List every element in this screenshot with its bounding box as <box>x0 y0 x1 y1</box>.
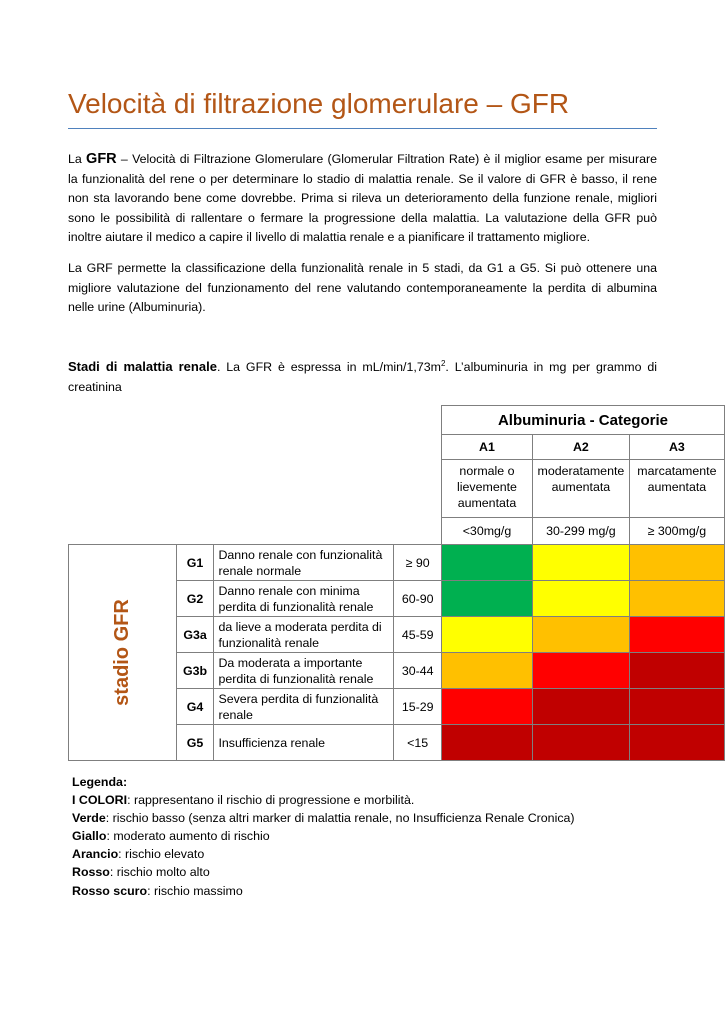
intro-prefix: La <box>68 152 87 166</box>
risk-cell <box>629 689 724 725</box>
category-range: ≥ 300mg/g <box>629 518 724 545</box>
legend-term: Giallo <box>72 829 107 844</box>
legend-item <box>72 882 575 900</box>
risk-cell <box>441 545 532 581</box>
risk-cell <box>533 545 630 581</box>
risk-cell <box>441 689 532 725</box>
stage-code: G3a <box>176 617 214 653</box>
gfr-term: GFR <box>86 151 117 167</box>
category-code: A3 <box>629 435 724 460</box>
risk-cell <box>441 581 532 617</box>
title-underline <box>68 128 657 129</box>
stages-heading-text-a: . La GFR è espressa in mL/min/1,73m <box>216 360 441 374</box>
risk-cell <box>533 617 630 653</box>
risk-cell <box>441 725 532 761</box>
category-description: marcatamente aumentata <box>629 460 724 518</box>
stage-range: 15-29 <box>394 689 441 725</box>
stage-range: 45-59 <box>394 617 441 653</box>
stage-axis-label-text: stadio GFR <box>110 599 133 706</box>
risk-cell <box>441 617 532 653</box>
stage-code: G1 <box>176 545 214 581</box>
legend-text: : rappresentano il rischio di progressione e morbilità. <box>127 793 415 808</box>
stage-range: ≥ 90 <box>394 545 441 581</box>
stage-description: da lieve a moderata perdita di funzionalità renale <box>214 617 394 653</box>
category-description: moderatamente aumentata <box>533 460 630 518</box>
intro-paragraph-2: La GRF permette la classificazione della funzionalità renale in 5 stadi, da G1 a G5. Si può ottenere una migliore valutazione del funzionamento del rene valutando contemporaneamente la perdita di albumina nelle urine (Albuminuria). <box>68 261 657 315</box>
stages-heading-title: Stadi di malattia renale <box>68 359 217 374</box>
stage-code: G2 <box>176 581 214 617</box>
stage-code: G3b <box>176 653 214 689</box>
stage-description: Danno renale con minima perdita di funzionalità renale <box>214 581 394 617</box>
risk-cell <box>533 689 630 725</box>
stage-range: 60-90 <box>394 581 441 617</box>
legend-term: Verde <box>72 811 106 826</box>
legend-text: : rischio molto alto <box>109 865 210 880</box>
risk-cell <box>629 545 724 581</box>
legend-text: : rischio elevato <box>118 847 205 862</box>
category-code: A1 <box>441 435 532 460</box>
legend-text: : rischio basso (senza altri marker di malattia renale, no Insufficienza Renale Cronica) <box>105 811 575 826</box>
intro-text: – Velocità di Filtrazione Glomerulare (Glomerular Filtration Rate) è il miglior esame per misurare la funzionalità del rene o per determinare lo stadio di malattia renale. Se il valore di GFR è basso, il rene non sta lavorando bene come dovrebbe. Prima si rileva un deterioramento della funzione renale, migliori sono le possibilità di rallentare o fermare la progressione della malattia. La valutazione della GFR può inoltre aiutare il medico a capire il livello di malattia renale e a pianificare il trattamento migliore. <box>68 152 657 245</box>
legend-term: Rosso <box>72 865 110 880</box>
stage-axis-label <box>69 545 177 761</box>
risk-cell <box>533 653 630 689</box>
risk-cell <box>533 581 630 617</box>
legend-term: Arancio <box>72 847 119 862</box>
stages-heading-sup: 2 <box>440 358 446 368</box>
risk-cell <box>629 581 724 617</box>
risk-cell <box>441 653 532 689</box>
stage-code: G4 <box>176 689 214 725</box>
legend-heading: Legenda: <box>72 775 128 789</box>
stages-heading-text-b: . L’albuminuria in mg per grammo di creatinina <box>68 360 657 394</box>
legend-term: I COLORI <box>72 793 128 808</box>
stage-description: Danno renale con funzionalità renale normale <box>214 545 394 581</box>
risk-cell <box>629 617 724 653</box>
category-range: <30mg/g <box>441 518 532 545</box>
category-code: A2 <box>533 435 630 460</box>
stage-description: Insufficienza renale <box>214 725 394 761</box>
legend-item <box>72 827 575 845</box>
legend-item <box>72 809 575 827</box>
stages-heading <box>68 357 657 397</box>
risk-cell <box>629 725 724 761</box>
stage-description: Severa perdita di funzionalità renale <box>214 689 394 725</box>
stage-range: <15 <box>394 725 441 761</box>
intro-paragraph-1 <box>68 150 657 248</box>
legend-text: : rischio massimo <box>147 883 243 898</box>
legend-term: Rosso scuro <box>72 883 148 898</box>
legend-item <box>72 863 575 881</box>
risk-cell <box>533 725 630 761</box>
legend <box>72 773 575 900</box>
risk-cell <box>629 653 724 689</box>
category-description: normale o lievemente aumentata <box>441 460 532 518</box>
stage-range: 30-44 <box>394 653 441 689</box>
legend-text: : moderato aumento di rischio <box>106 829 270 844</box>
category-range: 30-299 mg/g <box>533 518 630 545</box>
albuminuria-header: Albuminuria - Categorie <box>441 406 724 435</box>
legend-item <box>72 845 575 863</box>
stage-code: G5 <box>176 725 214 761</box>
stage-description: Da moderata a importante perdita di funzionalità renale <box>214 653 394 689</box>
page-title: Velocità di filtrazione glomerulare – GFR <box>68 88 570 119</box>
gfr-albuminuria-table <box>68 405 725 761</box>
legend-item <box>72 791 575 809</box>
